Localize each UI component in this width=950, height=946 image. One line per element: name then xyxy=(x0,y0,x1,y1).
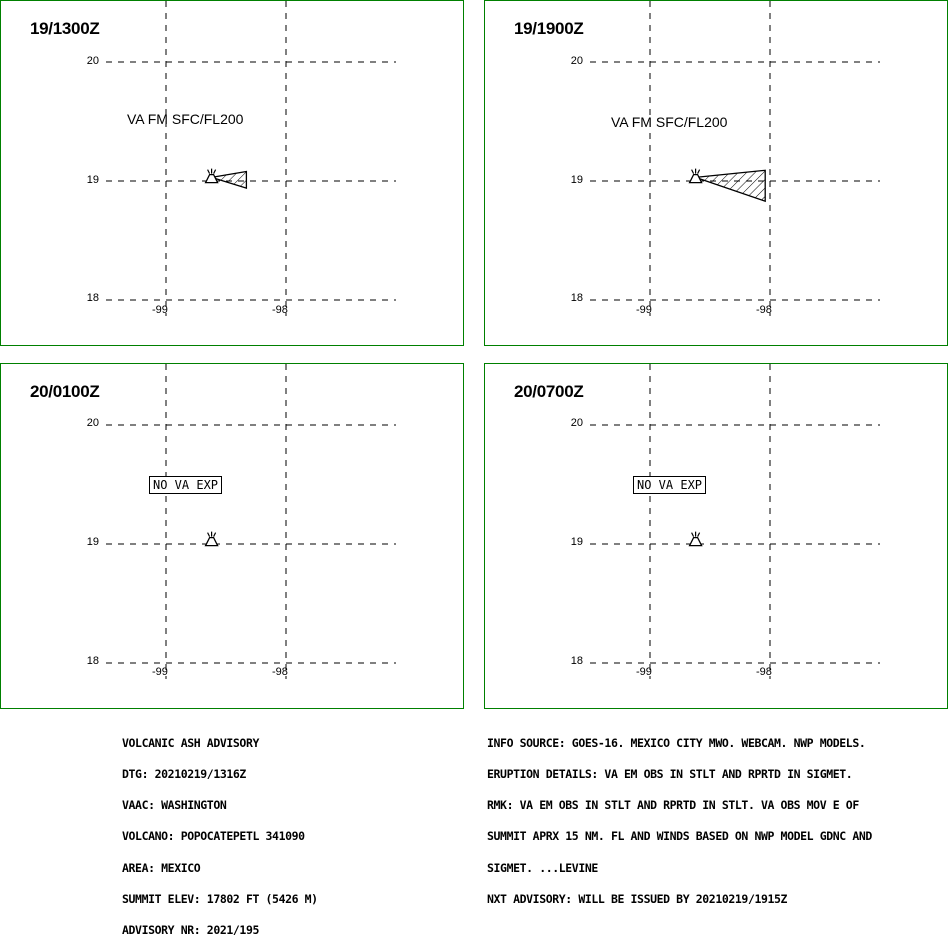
lat-label-20: 20 xyxy=(570,55,583,67)
forecast-panel-1900z xyxy=(484,0,948,346)
lat-label-18: 18 xyxy=(570,655,583,667)
lon-label-98: -98 xyxy=(756,666,772,678)
volcano-cone xyxy=(206,175,218,183)
lon-label-99: -99 xyxy=(636,666,652,678)
ash-cloud-polygon xyxy=(696,170,766,201)
volcano-plume xyxy=(208,532,216,537)
lon-label-98: -98 xyxy=(272,666,288,678)
ash-layer-label: VA FM SFC/FL200 xyxy=(127,111,244,127)
advisory-line: VAAC: WASHINGTON xyxy=(122,798,227,813)
forecast-panel-0100z xyxy=(0,363,464,709)
ash-layer-label: VA FM SFC/FL200 xyxy=(611,114,728,130)
forecast-panel-0700z xyxy=(484,363,948,709)
advisory-line: SIGMET. ...LEVINE xyxy=(487,860,598,875)
volcano-plume xyxy=(692,532,700,537)
advisory-header xyxy=(122,717,318,946)
volcano-cone xyxy=(690,538,702,546)
volcano-cone xyxy=(206,538,218,546)
advisory-line: VOLCANIC ASH ADVISORY xyxy=(122,735,259,750)
advisory-line: ADVISORY NR: 2021/195 xyxy=(122,923,259,938)
advisory-line: RMK: VA EM OBS IN STLT AND RPRTD IN STLT. VA OBS MOV E OF xyxy=(487,798,859,813)
lat-label-18: 18 xyxy=(86,292,99,304)
advisory-line: DTG: 20210219/1316Z xyxy=(122,767,246,782)
volcano-icon xyxy=(206,532,218,546)
advisory-line: SUMMIT ELEV: 17802 FT (5426 M) xyxy=(122,891,318,906)
volcano-plume xyxy=(692,169,700,174)
lat-label-20: 20 xyxy=(570,417,583,429)
no-ash-expected-box: NO VA EXP xyxy=(633,476,706,494)
panel-time: 20/0700Z xyxy=(514,382,584,401)
lat-label-19: 19 xyxy=(570,174,583,186)
volcano-icon xyxy=(690,532,702,546)
volcano-plume xyxy=(208,169,216,174)
lon-label-98: -98 xyxy=(756,304,772,316)
panel-time: 20/0100Z xyxy=(30,382,100,401)
lon-label-99: -99 xyxy=(152,304,168,316)
volcano-icon xyxy=(690,169,702,183)
lat-label-20: 20 xyxy=(86,417,99,429)
lon-label-99: -99 xyxy=(152,666,168,678)
advisory-line: AREA: MEXICO xyxy=(122,860,201,875)
no-ash-expected-box: NO VA EXP xyxy=(149,476,222,494)
lon-label-98: -98 xyxy=(272,304,288,316)
advisory-line: INFO SOURCE: GOES-16. MEXICO CITY MWO. WEBCAM. NWP MODELS. xyxy=(487,735,866,750)
panel-time: 19/1300Z xyxy=(30,19,100,38)
advisory-line: VOLCANO: POPOCATEPETL 341090 xyxy=(122,829,305,844)
lat-label-20: 20 xyxy=(86,55,99,67)
lat-label-19: 19 xyxy=(570,536,583,548)
advisory-line: ERUPTION DETAILS: VA EM OBS IN STLT AND RPRTD IN SIGMET. xyxy=(487,767,853,782)
advisory-details xyxy=(487,717,872,915)
lat-label-19: 19 xyxy=(86,536,99,548)
panel-time: 19/1900Z xyxy=(514,19,584,38)
advisory-line: SUMMIT APRX 15 NM. FL AND WINDS BASED ON NWP MODEL GDNC AND xyxy=(487,829,872,844)
lat-label-18: 18 xyxy=(570,292,583,304)
volcano-icon xyxy=(206,169,218,183)
lat-label-19: 19 xyxy=(86,174,99,186)
lat-label-18: 18 xyxy=(86,655,99,667)
advisory-line: NXT ADVISORY: WILL BE ISSUED BY 20210219/1915Z xyxy=(487,891,788,906)
lon-label-99: -99 xyxy=(636,304,652,316)
volcano-cone xyxy=(690,175,702,183)
forecast-panel-1300z xyxy=(0,0,464,346)
